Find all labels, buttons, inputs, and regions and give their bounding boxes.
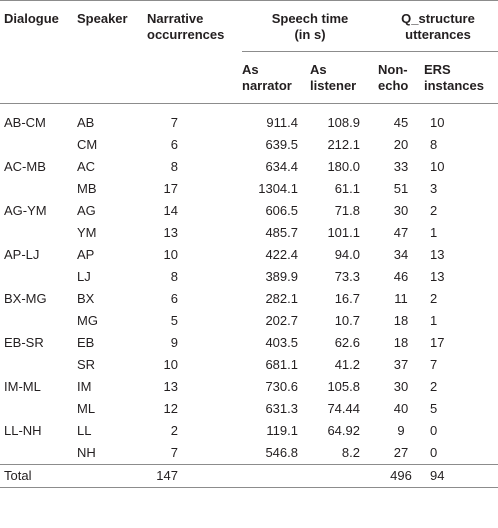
cell-non-echo: 18 — [393, 335, 409, 350]
cell-as-listener: 108.9 — [327, 115, 360, 130]
cell-dialogue: AP-LJ — [4, 247, 40, 262]
cell-ers: 17 — [430, 335, 445, 350]
cell-as-narrator: 639.5 — [265, 137, 298, 152]
cell-narrative: 14 — [163, 203, 178, 218]
cell-dialogue: LL-NH — [4, 423, 42, 438]
cell-narrative: 5 — [170, 313, 178, 328]
cell-dialogue: AC-MB — [4, 159, 46, 174]
table-row — [0, 420, 498, 442]
table-row — [0, 442, 498, 465]
cell-as-narrator: 282.1 — [265, 291, 298, 306]
cell-narrative: 17 — [163, 181, 178, 196]
cell-speaker: ML — [77, 401, 96, 416]
cell-speaker: AG — [77, 203, 96, 218]
cell-non-echo: 37 — [393, 357, 409, 372]
cell-ers: 10 — [430, 115, 445, 130]
cell-as-listener: 41.2 — [334, 357, 360, 372]
cell-non-echo: 30 — [393, 379, 409, 394]
cell-dialogue — [0, 178, 77, 200]
cell-dialogue — [0, 398, 77, 420]
cell-speaker: BX — [77, 291, 95, 306]
cell-ers: 8 — [430, 137, 438, 152]
cell-dialogue: EB-SR — [4, 335, 44, 350]
cell-as-narrator: 422.4 — [265, 247, 298, 262]
cell-dialogue — [0, 442, 77, 465]
cell-as-narrator: 119.1 — [266, 423, 298, 438]
cell-narrative: 10 — [163, 357, 178, 372]
table-row — [0, 104, 498, 135]
cell-dialogue — [0, 354, 77, 376]
cell-dialogue: AB-CM — [4, 115, 46, 130]
table-row — [0, 310, 498, 332]
cell-dialogue: IM-ML — [4, 379, 41, 394]
header-speaker: Speaker — [77, 11, 128, 26]
total-row — [0, 465, 498, 488]
cell-as-listener: 61.1 — [334, 181, 360, 196]
cell-as-listener: 71.8 — [334, 203, 360, 218]
cell-as-narrator: 606.5 — [265, 203, 298, 218]
cell-speaker: AC — [77, 159, 96, 174]
cell-non-echo: 34 — [393, 247, 409, 262]
cell-ers: 5 — [430, 401, 438, 416]
cell-speaker: EB — [77, 335, 95, 350]
cell-narrative: 6 — [170, 291, 178, 306]
cell-as-narrator: 546.8 — [265, 445, 298, 460]
cell-ers: 1 — [430, 313, 438, 328]
cell-non-echo: 9 — [397, 423, 405, 438]
cell-ers: 13 — [430, 269, 445, 284]
cell-narrative: 8 — [170, 159, 178, 174]
table-row — [0, 354, 498, 376]
cell-ers: 2 — [430, 291, 438, 306]
header-speech-time: Speech time (in s) — [242, 1, 378, 52]
table-row — [0, 156, 498, 178]
cell-ers: 2 — [430, 203, 438, 218]
cell-non-echo: 11 — [394, 291, 408, 306]
cell-dialogue: AG-YM — [4, 203, 47, 218]
table-row — [0, 288, 498, 310]
table-row — [0, 398, 498, 420]
table-row — [0, 266, 498, 288]
cell-non-echo: 30 — [393, 203, 409, 218]
table-row — [0, 376, 498, 398]
cell-narrative: 7 — [170, 115, 178, 130]
cell-dialogue — [0, 222, 77, 244]
cell-speaker: AP — [77, 247, 95, 262]
cell-speaker: LL — [77, 423, 92, 438]
cell-speaker: IM — [77, 379, 92, 394]
total-narrative: 147 — [147, 465, 242, 488]
cell-non-echo: 45 — [393, 115, 409, 130]
cell-non-echo: 40 — [393, 401, 409, 416]
cell-ers: 1 — [430, 225, 438, 240]
table-row — [0, 244, 498, 266]
cell-non-echo: 20 — [393, 137, 409, 152]
cell-narrative: 12 — [163, 401, 178, 416]
header-non-echo: Non- echo — [378, 62, 409, 93]
cell-narrative: 6 — [170, 137, 178, 152]
cell-ers: 0 — [430, 423, 438, 438]
cell-as-listener: 10.7 — [334, 313, 360, 328]
total-ers: 94 — [424, 465, 498, 488]
header-as-listener: As listener — [310, 62, 357, 93]
cell-ers: 2 — [430, 379, 438, 394]
cell-ers: 3 — [430, 181, 438, 196]
table-row — [0, 134, 498, 156]
cell-as-listener: 105.8 — [327, 379, 360, 394]
cell-dialogue — [0, 134, 77, 156]
cell-non-echo: 47 — [393, 225, 409, 240]
cell-ers: 7 — [430, 357, 438, 372]
cell-non-echo: 18 — [393, 313, 409, 328]
cell-narrative: 10 — [163, 247, 178, 262]
cell-as-listener: 74.44 — [327, 401, 360, 416]
cell-dialogue — [0, 266, 77, 288]
cell-speaker: NH — [77, 445, 96, 460]
total-nonecho: 496 — [378, 465, 424, 488]
cell-non-echo: 51 — [393, 181, 409, 196]
cell-as-narrator: 681.1 — [265, 357, 298, 372]
cell-as-narrator: 389.9 — [265, 269, 298, 284]
cell-narrative: 13 — [163, 379, 178, 394]
cell-as-listener: 8.2 — [341, 445, 360, 460]
table-row — [0, 222, 498, 244]
cell-as-narrator: 485.7 — [265, 225, 298, 240]
header-as-narrator: As narrator — [242, 62, 292, 93]
cell-non-echo: 46 — [393, 269, 409, 284]
cell-as-listener: 94.0 — [334, 247, 360, 262]
cell-as-narrator: 202.7 — [265, 313, 298, 328]
cell-narrative: 2 — [170, 423, 178, 438]
cell-non-echo: 27 — [393, 445, 409, 460]
header-dialogue: Dialogue — [4, 11, 59, 26]
cell-as-listener: 212.1 — [327, 137, 360, 152]
cell-as-listener: 101.1 — [327, 225, 360, 240]
header-qstructure: Q_structure utterances — [378, 1, 498, 52]
cell-as-listener: 64.92 — [327, 423, 360, 438]
cell-as-listener: 180.0 — [327, 159, 360, 174]
cell-as-narrator: 631.3 — [265, 401, 298, 416]
cell-narrative: 9 — [170, 335, 178, 350]
cell-non-echo: 33 — [393, 159, 409, 174]
cell-narrative: 13 — [163, 225, 178, 240]
cell-narrative: 7 — [170, 445, 178, 460]
cell-as-narrator: 1304.1 — [258, 181, 298, 196]
cell-as-narrator: 634.4 — [265, 159, 298, 174]
cell-as-narrator: 730.6 — [265, 379, 298, 394]
cell-speaker: MG — [77, 313, 98, 328]
cell-speaker: MB — [77, 181, 97, 196]
table-row — [0, 200, 498, 222]
cell-as-listener: 62.6 — [334, 335, 360, 350]
cell-as-narrator: 403.5 — [265, 335, 298, 350]
header-ers-instances: ERS instances — [424, 62, 484, 93]
total-label: Total — [0, 465, 77, 488]
cell-ers: 13 — [430, 247, 445, 262]
table-row — [0, 178, 498, 200]
header-narrative-occurrences: Narrative occurrences — [147, 11, 225, 42]
cell-ers: 10 — [430, 159, 445, 174]
cell-dialogue: BX-MG — [4, 291, 47, 306]
cell-speaker: YM — [77, 225, 97, 240]
cell-as-listener: 16.7 — [334, 291, 360, 306]
cell-as-narrator: 911.4 — [266, 115, 298, 130]
table-body — [0, 104, 498, 465]
cell-narrative: 8 — [170, 269, 178, 284]
cell-as-listener: 73.3 — [334, 269, 360, 284]
cell-speaker: SR — [77, 357, 96, 372]
cell-speaker: AB — [77, 115, 95, 130]
cell-dialogue — [0, 310, 77, 332]
cell-ers: 0 — [430, 445, 438, 460]
cell-speaker: LJ — [77, 269, 91, 284]
cell-speaker: CM — [77, 137, 98, 152]
table-row — [0, 332, 498, 354]
